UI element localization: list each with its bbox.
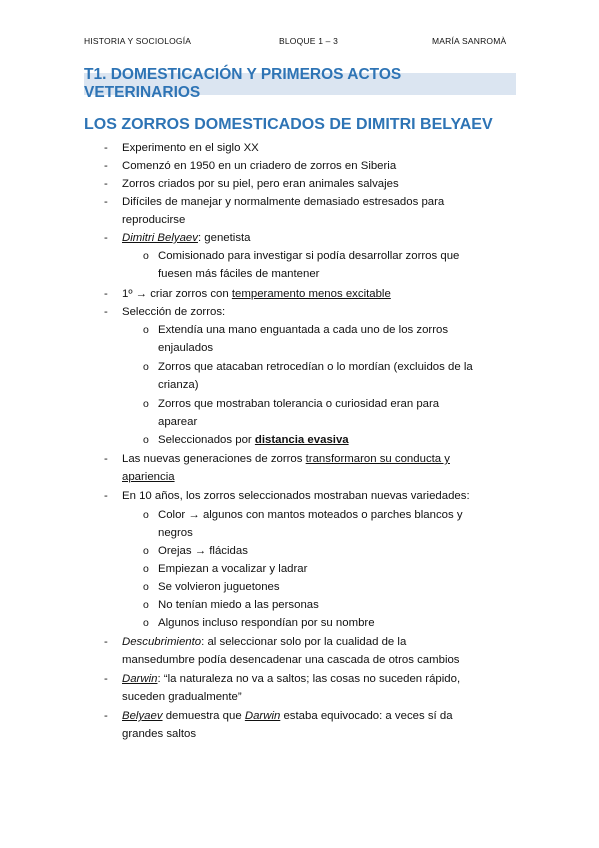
header-block: BLOQUE 1 – 3 <box>279 36 339 46</box>
sub-item: Color → algunos con mantos moteados o parches blancos y <box>158 509 463 521</box>
list-item <box>122 232 251 244</box>
sub-item-cont: fuesen más fáciles de mantener <box>158 268 320 280</box>
bullet-dash: - <box>104 673 108 685</box>
list-item: Comenzó en 1950 en un criadero de zorros en Siberia <box>122 160 397 172</box>
sub-item-cont: enjaulados <box>158 342 214 354</box>
bullet-dash: - <box>104 178 108 190</box>
sub-item: Empiezan a vocalizar y ladrar <box>158 563 308 575</box>
sub-bullet: o <box>143 509 149 521</box>
sub-bullet: o <box>143 361 149 373</box>
list-item <box>122 453 450 465</box>
list-text: Las nuevas generaciones de zorros <box>122 453 306 465</box>
list-item: Experimento en el siglo XX <box>122 142 259 154</box>
sub-item: Zorros que atacaban retrocedían o lo mordían (excluidos de la <box>158 361 473 373</box>
sub-bullet: o <box>143 617 149 629</box>
list-item-cont: mansedumbre podía desencadenar una cascada de otros cambios <box>122 654 460 666</box>
bullet-dash: - <box>104 710 108 722</box>
list-item: En 10 años, los zorros seleccionados mostraban nuevas variedades: <box>122 490 470 502</box>
header-author: MARÍA SANROMÀ <box>432 36 507 46</box>
list-text: Seleccionados por <box>158 434 255 446</box>
list-item-cont: reproducirse <box>122 214 186 226</box>
sub-item: Orejas → flácidas <box>158 545 248 557</box>
bullet-dash: - <box>104 288 108 300</box>
name-darwin: Darwin <box>122 673 158 685</box>
list-text: : “la naturaleza no va a saltos; las cosas no suceden rápido, <box>157 673 461 685</box>
sub-item-cont: negros <box>158 527 193 539</box>
bullet-dash: - <box>104 636 108 648</box>
list-text: 1º → criar zorros con <box>122 288 232 300</box>
list-item <box>122 673 460 685</box>
italic-term: Descubrimiento <box>122 636 202 648</box>
sub-bullet: o <box>143 545 149 557</box>
bullet-dash: - <box>104 142 108 154</box>
bullet-dash: - <box>104 232 108 244</box>
sub-bullet: o <box>143 599 149 611</box>
sub-item-cont: crianza) <box>158 379 199 391</box>
list-item <box>122 288 391 300</box>
bullet-dash: - <box>104 490 108 502</box>
underlined-text: temperamento menos excitable <box>231 288 391 300</box>
bullet-dash: - <box>104 196 108 208</box>
list-item <box>122 710 453 722</box>
sub-bullet: o <box>143 563 149 575</box>
document-title: T1. DOMESTICACIÓN Y PRIMEROS ACTOS VETERINARIOS <box>84 73 516 95</box>
name-belyaev: Belyaev <box>122 710 163 722</box>
section-heading: LOS ZORROS DOMESTICADOS DE DIMITRI BELYAEV <box>84 116 493 133</box>
list-item: Selección de zorros: <box>122 306 226 318</box>
header-subject: HISTORIA Y SOCIOLOGÍA <box>84 36 192 46</box>
name-darwin: Darwin <box>244 710 281 722</box>
list-text: estaba equivocado: a veces sí da <box>280 710 453 722</box>
sub-item: Zorros que mostraban tolerancia o curiosidad eran para <box>158 398 440 410</box>
bold-term: distancia evasiva <box>254 434 349 446</box>
list-text: : al seleccionar solo por la cualidad de la <box>201 636 407 648</box>
bullet-dash: - <box>104 453 108 465</box>
sub-bullet: o <box>143 324 149 336</box>
sub-item: No tenían miedo a las personas <box>158 599 319 611</box>
list-item: Zorros criados por su piel, pero eran animales salvajes <box>122 178 399 190</box>
name-belyaev: Dimitri Belyaev <box>122 232 198 244</box>
bullet-dash: - <box>104 306 108 318</box>
bullet-dash: - <box>104 160 108 172</box>
list-item: Difíciles de manejar y normalmente demasiado estresados para <box>122 196 445 208</box>
underlined-text: transformaron su conducta y <box>305 453 450 465</box>
sub-item-cont: aparear <box>158 416 198 428</box>
sub-bullet: o <box>143 581 149 593</box>
sub-bullet: o <box>143 398 149 410</box>
list-text: demuestra que <box>162 710 245 722</box>
sub-bullet: o <box>143 250 149 262</box>
list-text: : genetista <box>197 232 251 244</box>
list-item-cont: grandes saltos <box>122 728 197 740</box>
sub-item: Se volvieron juguetones <box>158 581 280 593</box>
sub-item: Extendía una mano enguantada a cada uno de los zorros <box>158 324 449 336</box>
sub-item <box>158 434 349 446</box>
sub-item: Algunos incluso respondían por su nombre <box>158 617 375 629</box>
list-item-cont: suceden gradualmente” <box>122 691 242 703</box>
list-item <box>122 636 406 648</box>
list-item-cont: apariencia <box>122 471 175 483</box>
sub-bullet: o <box>143 434 149 446</box>
sub-item: Comisionado para investigar si podía desarrollar zorros que <box>158 250 460 262</box>
